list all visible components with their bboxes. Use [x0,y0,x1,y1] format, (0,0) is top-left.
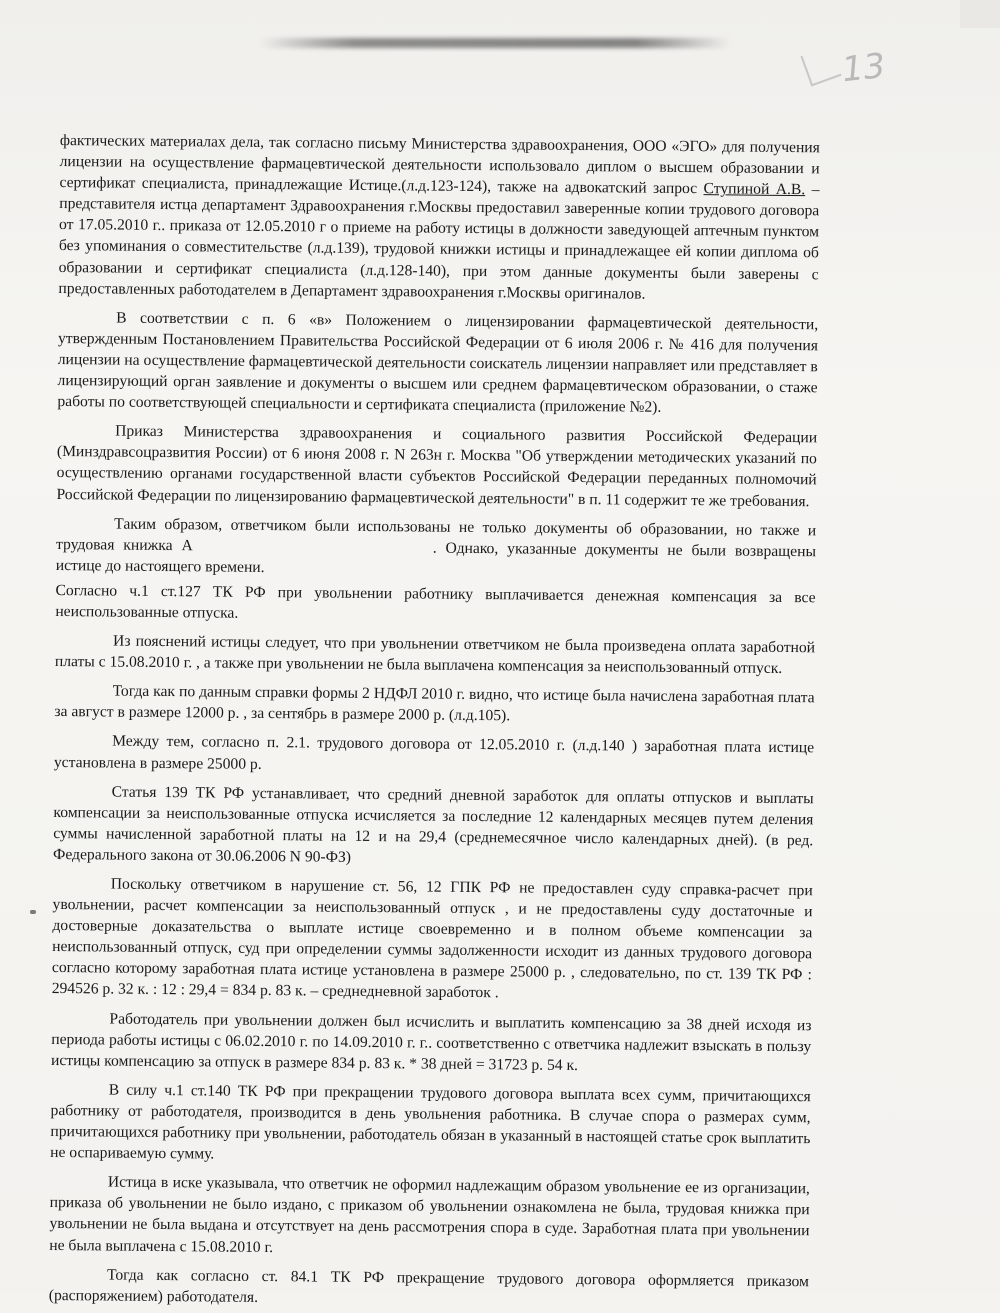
paragraph: Таким образом, ответчиком были использованы не только документы об образовании, но также и трудовая книжка А . Однако, указанные документы не были возвращены истице до настоящего времени. [55,515,817,576]
scan-fold-shadow [260,38,730,48]
underlined-name: Ступиной А.В. [703,180,806,199]
document-body [49,130,820,1313]
redacted-blank [193,550,433,552]
paragraph: Приказ Министерства здравоохранения и социального развития Российской Федерации (Минздравсоцразвития России) от 6 июня 2008 г. N 263н г. Москва "Об утверждении методических указаний по осуществлению органами государственной власти субъектов Российской Федерации переданных полномочий Российской Федерации по лицензированию фармацевтической деятельности" в п. 11 содержит те же требования. [56,422,818,510]
paragraph: В силу ч.1 ст.140 ТК РФ при прекращении трудового договора выплата всех сумм, причитающихся работнику от работодателя, производится в день увольнения работника. В случае спора о размерах сумм, причитающихся работнику при увольнении, работодатель обязан в указанный в настоящей статье срок выплатить не оспариваемую сумму. [50,1081,811,1163]
paragraph: Тогда как по данным справки формы 2 НДФЛ 2010 г. видно, что истице была начислена заработная плата за август в размере 12000 р. , за сентябрь в размере 2000 р. (л.д.105). [54,682,815,725]
paragraph: В соответствии с п. 6 «в» Положением о лицензировании фармацевтической деятельности, утвержденным Постановлением Правительства Российской Федерации от 6 июля 2006 г. № 416 для получения лицензии на осуществление фармацевтической деятельности соискатель лицензии направляет или представляет в лицензирующий орган заявление и документы о высшем или среднем фармацевтическом образовании, о стаже работы по соответствующей специальности и сертификата специалиста (приложение №2). [57,309,819,416]
handwritten-page-number: 13 [840,45,888,91]
paragraph: Истица в иске указывала, что ответчик не оформил надлежащим образом увольнение ее из организации, приказа об увольнении не было издано, с приказом об увольнении ознакомлена не была, трудовая книжка при увольнении не была выдана и отсутствует на день рассмотрения спора в суде. Заработная плата при увольнении не была выплачена с 15.08.2010 г. [49,1173,810,1256]
paragraph: Поскольку ответчиком в нарушение ст. 56, 12 ГПК РФ не предоставлен суду справка-расчет при увольнении, расчет компенсации за неиспользованный отпуск , и не предоставлены суду достаточные и достоверные доказательства о выплате истице своевременно и в полном объеме компенсации за неиспользованный отпуск, суд при определении суммы задолженности исходит из данных трудового договора согласно которому заработная плата истице установлена в размере 25000 р. , следовательно, по ст. 139 ТК РФ : 294526 р. 32 к. : 12 : 29,4 = 834 р. 83 к. – среднедневной заработок . [51,875,813,1002]
paragraph: Работодатель при увольнении должен был исчислить и выплатить компенсацию за 38 дней исходя из периода работы истицы с 06.02.2010 г. по 14.09.2010 г. г.. соответственно с ответчика надлежит взыскать в пользу истицы компенсацию за отпуск в размере 834 р. 83 к. * 38 дней = 31723 р. 54 к. [50,1010,812,1074]
scan-corner [960,0,1000,28]
paragraph: фактических материалах дела, так согласно письму Министерства здравоохранения, ООО «ЭГО» для получения лицензии на осуществление фармацевтической деятельности использовало диплом о высшем образовании и сертификат специалиста, принадлежащие Истице.(л.д.123-124), также на адвокатский запрос Ступиной А.В. – представителя истца департамент Здравоохранения г.Москвы предоставил заверенные копии трудового договора от 17.05.2010 г.. приказа от 12.05.2010 г о приеме на работу истицы в должности заведующей аптечным пунктом без упоминания о совместительстве (л.д.139), трудовой книжки истицы и принадлежащее ей копии диплома об образовании и сертификат специалиста (л.д.128-140), при этом данные документы были заверены с предоставленных работодателем в Департамент здравоохранения г.Москвы оригиналов. [58,131,820,303]
paragraph: Статья 139 ТК РФ устанавливает, что средний дневной заработок для оплаты отпусков и выплаты компенсации за неиспользованные отпуска исчисляется за последние 12 календарных месяцев путем деления суммы начисленной заработной платы на 12 и на 29,4 (среднемесячное число календарных дней). (в ред. Федерального закона от 30.06.2006 N 90-ФЗ) [52,783,814,866]
paragraph: Из пояснений истицы следует, что при увольнении ответчиком не была произведена оплата заработной платы с 15.08.2010 г. , а также при увольнении не была выплачена компенсация за неиспользованный отпуск. [54,632,816,678]
paragraph: Согласно ч.1 ст.127 ТК РФ при увольнении работнику выплачивается денежная компенсация за все неиспользованные отпуска. [55,581,816,622]
paragraph: Между тем, согласно п. 2.1. трудового договора от 12.05.2010 г. (л.д.140 ) заработная плата истице установлена в размере 25000 р. [53,732,815,773]
paragraph: Тогда как согласно ст. 84.1 ТК РФ прекращение трудового договора оформляется приказом (распоряжением) работодателя. [48,1266,810,1306]
scan-speck [30,910,36,914]
